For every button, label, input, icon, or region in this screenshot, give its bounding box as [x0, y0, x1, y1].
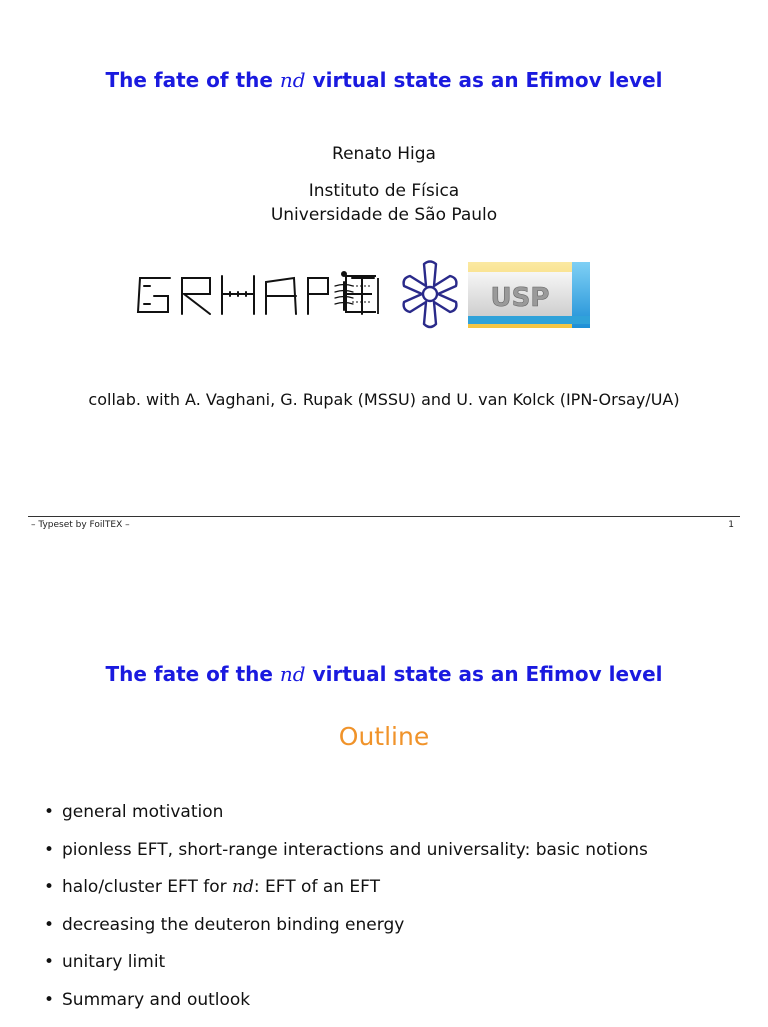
title-math: nd — [280, 68, 306, 92]
title-text-rest: virtual state as an Efimov level — [306, 662, 663, 686]
logos-row — [0, 258, 768, 332]
author-name: Renato Higa — [0, 144, 768, 164]
title-text: The fate of the — [105, 68, 279, 92]
list-item: • unitary limit — [44, 952, 648, 990]
list-item: • halo/cluster EFT for nd: EFT of an EFT — [44, 877, 648, 915]
title-text-rest: virtual state as an Efimov level — [306, 68, 663, 92]
snowflake-logo-icon — [398, 260, 462, 330]
collaboration-line: collab. with A. Vaghani, G. Rupak (MSSU) and U. van Kolck (IPN-Orsay/UA) — [0, 390, 768, 409]
title-math: nd — [280, 662, 306, 686]
title-text: The fate of the — [105, 662, 279, 686]
page-number: 1 — [728, 520, 734, 530]
outline-heading: Outline — [0, 722, 768, 751]
outline-list — [44, 802, 648, 1027]
slide-2 — [0, 540, 768, 1024]
usp-logo-icon — [468, 262, 590, 328]
slide-2-title — [0, 662, 768, 686]
footer-divider — [28, 516, 740, 517]
footer-typeset: – Typeset by FoilTEX – — [31, 520, 130, 530]
list-item: • decreasing the deuteron binding energy — [44, 915, 648, 953]
list-item: • general motivation — [44, 802, 648, 840]
usp-logo-text: USP — [491, 283, 550, 313]
slide-1-title — [0, 68, 768, 92]
graphite-e-icon — [342, 272, 382, 318]
list-item: • pionless EFT, short-range interactions and universality: basic notions — [44, 840, 648, 878]
institute-line-1: Instituto de Física — [0, 181, 768, 201]
list-item: • Summary and outlook — [44, 990, 648, 1027]
institute-line-2: Universidade de São Paulo — [0, 205, 768, 225]
